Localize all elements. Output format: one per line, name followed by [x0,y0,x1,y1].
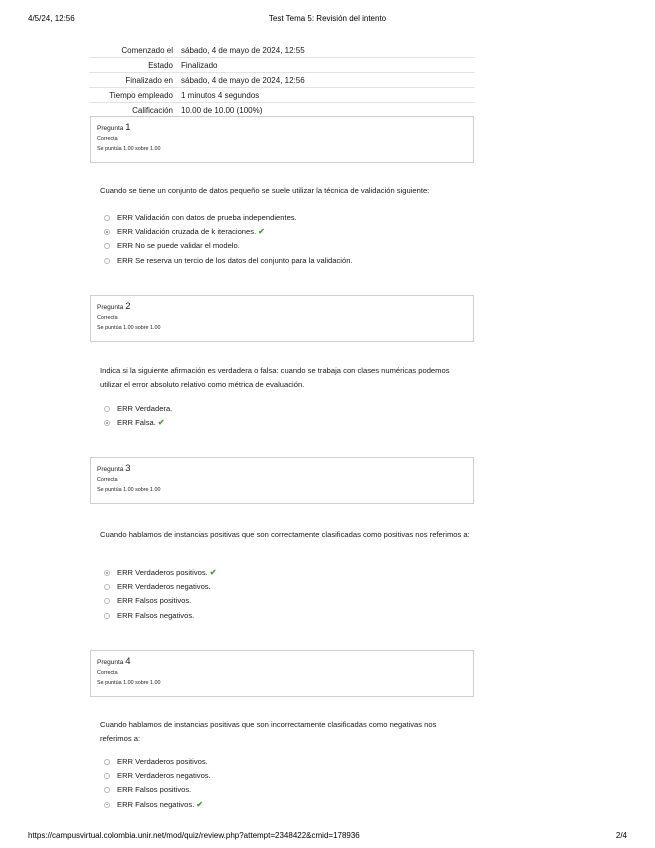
answer-option[interactable] [104,402,172,416]
answer-option[interactable] [104,225,353,239]
answer-option[interactable] [104,211,353,225]
answer-label: ERR No se puede validar el modelo. [117,241,240,251]
summary-row [89,43,475,58]
checkmark-icon: ✔ [157,418,165,428]
radio-icon[interactable] [104,584,110,590]
checkmark-icon: ✔ [196,799,203,809]
radio-icon[interactable] [104,258,110,264]
question-status: Correcta [97,315,118,321]
radio-icon[interactable] [104,773,110,779]
question-1-info [90,116,474,163]
question-4-info [90,650,474,697]
answer-label: ERR Verdadera. [117,404,173,413]
question-mark: Se puntúa 1.00 sobre 1.00 [97,146,161,152]
answer-option[interactable] [104,769,211,783]
radio-icon[interactable] [104,787,110,793]
answer-label: ERR Falsos negativos. [117,610,195,620]
page-url: https://campusvirtual.colombia.unir.net/mod/quiz/review.php?attempt=2348422&cmid=178936 [28,831,360,840]
answer-option[interactable] [104,566,216,580]
question-number: Pregunta 2 [97,301,131,312]
answer-option[interactable] [104,609,216,623]
answer-label: ERR Falsos positivos. [117,596,192,606]
answer-label: ERR Falsos negativos. [117,799,195,809]
question-3-options [104,566,216,623]
radio-icon[interactable] [104,243,110,249]
question-3-info [90,457,474,504]
answer-option[interactable] [104,416,172,430]
radio-selected-icon[interactable] [104,802,110,808]
checkmark-icon: ✔ [209,568,217,577]
summary-row [89,88,475,103]
answer-label: ERR Falsa. [117,418,156,428]
page-title: Test Tema 5: Revisión del intento [268,14,387,23]
answer-option[interactable] [104,254,353,268]
answer-label: ERR Verdaderos negativos. [117,582,211,592]
answer-label: ERR Falsos positivos. [117,785,192,795]
question-number: Pregunta 4 [97,656,131,667]
print-datetime: 4/5/24, 12:56 [28,14,75,23]
answer-label: ERR Verdaderos negativos. [117,771,211,781]
attempt-summary-table [89,43,475,118]
question-2-info [90,295,474,342]
question-2-options [104,402,172,430]
summary-value: 1 minutos 4 segundos [177,88,475,103]
question-mark: Se puntúa 1.00 sobre 1.00 [97,680,161,686]
summary-label: Estado [89,58,177,73]
radio-selected-icon[interactable] [104,420,110,426]
question-status: Correcta [97,477,118,483]
summary-value: sábado, 4 de mayo de 2024, 12:56 [177,73,475,88]
summary-label: Tiempo empleado [89,88,177,103]
question-1-text: Cuando se tiene un conjunto de datos pequeño se suele utilizar la técnica de validación siguiente: [100,186,430,195]
radio-selected-icon[interactable] [104,229,110,235]
summary-value: Finalizado [177,58,475,73]
radio-icon[interactable] [104,613,110,619]
answer-option[interactable] [104,594,216,608]
radio-selected-icon[interactable] [104,570,110,576]
answer-option[interactable] [104,783,211,797]
answer-label: ERR Validación con datos de prueba independientes. [117,213,297,222]
answer-label: ERR Validación cruzada de k iteraciones. [117,227,257,237]
answer-label: ERR Verdaderos positivos. [117,757,208,766]
summary-value: sábado, 4 de mayo de 2024, 12:55 [177,43,475,58]
question-1-options [104,211,353,268]
answer-option[interactable] [104,239,353,253]
summary-value: 10.00 de 10.00 (100%) [177,103,475,118]
question-status: Correcta [97,670,118,676]
summary-row [89,58,475,73]
question-4-options [104,755,211,812]
radio-icon[interactable] [104,406,110,412]
question-number: Pregunta 1 [97,122,131,133]
question-mark: Se puntúa 1.00 sobre 1.00 [97,487,161,493]
question-status: Correcta [97,136,118,142]
radio-icon[interactable] [104,759,110,765]
answer-option[interactable] [104,755,211,769]
summary-row [89,73,475,88]
answer-label: ERR Verdaderos positivos. [117,568,208,577]
radio-icon[interactable] [104,598,110,604]
question-3-text: Cuando hablamos de instancias positivas que son correctamente clasificadas como positivas nos referimos a: [100,530,470,539]
summary-label: Calificación [89,103,177,118]
summary-label: Finalizado en [89,73,177,88]
radio-icon[interactable] [104,215,110,221]
question-2-text: Indica si la siguiente afirmación es verdadera o falsa: cuando se trabaja con clases numéricas podemos utilizar el error absoluto relativo como métrica de evaluación. [100,366,450,389]
page-number: 2/4 [615,831,627,840]
answer-option[interactable] [104,798,211,812]
question-number: Pregunta 3 [97,463,131,474]
summary-label: Comenzado el [89,43,177,58]
answer-label: ERR Se reserva un tercio de los datos del conjunto para la validación. [117,255,353,265]
checkmark-icon: ✔ [258,227,265,237]
question-4-text: Cuando hablamos de instancias positivas que son incorrectamente clasificadas como negativas nos referimos a: [100,720,437,743]
answer-option[interactable] [104,580,216,594]
question-mark: Se puntúa 1.00 sobre 1.00 [97,325,161,331]
